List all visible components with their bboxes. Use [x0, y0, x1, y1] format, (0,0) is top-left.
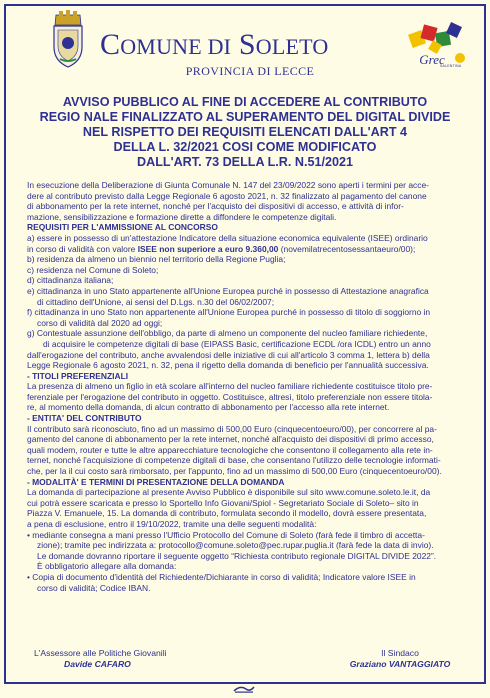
signature-role: Il Sindaco	[381, 648, 419, 658]
headline-line: REGIO NALE FINALIZZATO AL SUPERAMENTO DEL DIGITAL DIVIDE	[39, 110, 451, 124]
intro-line: mazione, sensibilizzazione e formazione dirette a diffondere le competenze digitali.	[27, 211, 337, 222]
requirement-g-cont: dall'erogazione del contributo, anche avvalendosi delle iniziative di cui all'articolo 3 comma 1, lettera b) della	[27, 349, 430, 360]
partner-logo-text: Grec	[419, 52, 445, 67]
requirement-e-cont: di cittadino dell'Unione, ai sensi del D.Lgs. n.30 del 06/02/2007;	[37, 296, 275, 307]
notice-headline	[20, 95, 470, 170]
town-crest-icon	[50, 9, 86, 69]
requirement-g: g) Contestuale assunzione dell'obbligo, da parte di almeno un componente del nucleo familiare richiedente,	[27, 328, 428, 339]
printer-logo-icon	[232, 684, 256, 694]
headline-line: NEL RISPETTO DEI REQUISITI ELENCATI DALL'ART 4	[82, 125, 408, 139]
grecia-salentina-logo	[402, 18, 472, 78]
submission-bullet: • mediante consegna a mani presso l'Ufficio Protocollo del Comune di Soleto (farà fede il timbro di accetta-	[27, 529, 425, 540]
page-title: COMUNE DI SOLETO	[100, 28, 329, 61]
submission-heading: - MODALITÀ' E TERMINI DI PRESENTAZIONE DELLA DOMANDA	[27, 476, 285, 487]
partner-logo-subtext: SALENTINA	[440, 64, 462, 68]
preferential-heading: - TITOLI PREFERENZIALI	[27, 370, 129, 381]
contribution-line: quali modem, router e tutte le altre apparecchiature tecnologiche che consentono il collegamento alla rete in-	[27, 444, 433, 455]
requirement-a-cont: in corso di validità con valore ISEE non superiore a euro 9.360,00 (novemilatrecentosessantaeuro/00);	[27, 243, 416, 254]
requirement-g-cont: di acquisire le competenze digitali di base (EIPASS Basic, certificazione ECDL /ora ICDL) entro un anno	[43, 338, 431, 349]
submission-bullet-cont: corso di validità; Codice IBAN.	[37, 582, 151, 593]
intro-line: dere al contributo previsto dalla Legge Regionale 6 agosto 2021, n. 32 finalizzato al pagamento del canone	[27, 190, 427, 201]
contribution-heading: - ENTITA' DEL CONTRIBUTO	[27, 413, 142, 424]
contribution-line: gamento del canone di abbonamento per la rete internet, nonché all'acquisto dei dispositivi di primo accesso,	[27, 434, 434, 445]
signature-role: L'Assessore alle Politiche Giovanili	[34, 648, 167, 658]
submission-line: a pena di esclusione, entro il 19/10/2022, tramite una delle seguenti modalità:	[27, 519, 317, 529]
headline-line: DALL'ART. 73 DELLA L.R. N.51/2021	[137, 155, 353, 169]
headline-line: AVVISO PUBBLICO AL FINE DI ACCEDERE AL CONTRIBUTO	[62, 95, 428, 109]
signature-assessor	[34, 648, 234, 669]
signature-name: Graziano VANTAGGIATO	[349, 658, 451, 669]
signature-name: Davide CAFARO	[64, 658, 131, 669]
headline-line: DELLA L. 32/2021 COSI COME MODIFICATO	[113, 140, 377, 154]
requirement-f: f) cittadinanza in uno Stato non appartenente all'Unione Europea purché in possesso di titolo di soggiorno in	[27, 307, 431, 318]
requirement-c: c) residenza nel Comune di Soleto;	[27, 264, 159, 275]
isee-threshold: ISEE non superiore a euro 9.360,00	[137, 243, 279, 254]
submission-bullet-cont: È obbligatorio allegare alla domanda:	[37, 561, 177, 572]
requirement-f-cont: corso di validità dal 2020 ad oggi;	[37, 317, 163, 328]
submission-line: cui potrà essere scaricata e presso lo Sportello Info Giovani/Spiol - Segretariato Sociale di Soleto– sito in	[27, 497, 419, 508]
contribution-line: ternet, nonché l'acquisizione di competenze digitali di base, che consentano l'utilizzo delle tecnologie informati-	[27, 455, 441, 466]
submission-line: Piazza V. Emanuele, 15. La domanda di contributo, formulata secondo il modello, dovrà essere presentata,	[27, 508, 427, 519]
requirement-d: d) cittadinanza italiana;	[27, 275, 114, 286]
preferential-line: La presenza di almeno un figlio in età scolare all'interno del nucleo familiare richiedente costituisce titolo pre-	[27, 381, 433, 392]
requirement-b: b) residenza da almeno un biennio nel territorio della Regione Puglia;	[27, 254, 286, 265]
submission-bullet-cont: Le domande dovranno riportare il seguente oggetto “Richiesta contributo regionale DIGITAL DIVIDE 2022”.	[37, 550, 437, 561]
submission-line: La domanda di partecipazione al presente Avviso Pubblico è disponibile sul sito www.comune.soleto.le.it, da	[27, 487, 431, 498]
preferential-line: ferenziale per l'erogazione del contributo in oggetto. Costituisce, altresì, titolo preferenziale non essere titola-	[27, 391, 433, 402]
requirement-a: a) essere in possesso di un'attestazione Indicatore della situazione economica equivalente (ISEE) ordinario	[27, 232, 428, 243]
requirement-g-cont: Legge Regionale 6 agosto 2021, n. 32, pena il rigetto della domanda di beneficio per l'annualità successiva.	[27, 360, 429, 371]
requirement-e: e) cittadinanza in uno Stato appartenente all'Unione Europea purché in possesso di Attestazione anagrafica	[27, 285, 429, 296]
preferential-line: re, al momento della domanda, di alcun contratto di abbonamento per l'accesso alla rete internet.	[27, 402, 390, 413]
intro-line: In esecuzione della Deliberazione di Giunta Comunale N. 147 del 23/09/2022 sono aperti i termini per acce-	[27, 180, 429, 190]
notice-body	[27, 180, 465, 593]
contribution-line: Il contributo sarà riconosciuto, fino ad un massimo di 500,00 Euro (cinquecentoeuro/00), per concorrere al pa-	[27, 423, 437, 434]
signature-mayor	[330, 648, 470, 669]
submission-bullet: • Copia di documento d'identità del Richiedente/Dichiarante in corso di validità; Indicatore valore ISEE in	[27, 571, 416, 582]
intro-line: di abbonamento per la rete internet, nonché per l'acquisto dei dispositivi di accesso, e attività di infor-	[27, 201, 404, 212]
contribution-line: che, per la il cui costo sarà rimborsato, per l'appunto, fino ad un massimo di 500,00 Euro (cinquecentoeuro/00).	[27, 466, 442, 477]
requirements-heading: REQUISITI PER L'AMMISSIONE AL CONCORSO	[27, 222, 218, 233]
province-subtitle: PROVINCIA DI LECCE	[185, 64, 315, 78]
submission-bullet-cont: zione); tramite pec indirizzata a: protocollo@comune.soleto@pec.rupar.puglia.it (farà fede la data di invio).	[37, 540, 434, 551]
